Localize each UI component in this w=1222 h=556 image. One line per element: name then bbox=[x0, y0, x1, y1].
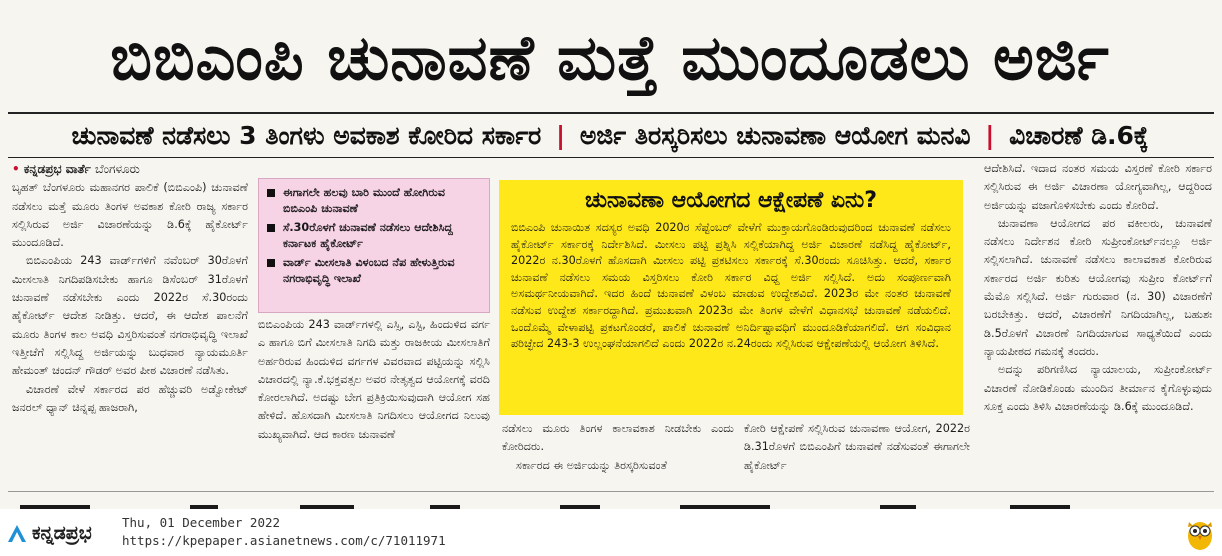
highlight-item bbox=[267, 220, 481, 251]
paragraph: ಬಿಬಿಎಂಪಿಯ 243 ವಾರ್ಡ್‌ಗಳಲ್ಲಿ ಎಸ್ಸಿ, ಎಸ್ಟಿ, ಹಿಂದುಳಿದ ವರ್ಗ ಎ ಹಾಗೂ ಬಿಗೆ ಮೀಸಲಾತಿ ನಿಗದಿ ಮತ್ತು ರಾಜಕೀಯ ಮೀಸಲಾತಿಗೆ ಅರ್ಹರಿರುವ ಹಿಂದುಳಿದ ವರ್ಗಗಳ ವಿವರವಾದ ಪಟ್ಟಿಯನ್ನು ಸಲ್ಲಿಸಿ ವಿಚಾರದಲ್ಲಿ ನ್ಯಾ.ಕೆ.ಭಕ್ತವತ್ಸಲ ಅವರ ನೇತೃತ್ವದ ಆಯೋಗಕ್ಕೆ ವರದಿ ಕೋರಲಾಗಿದೆ. ಅದಷ್ಟು ಬೇಗ ಪ್ರತಿಕ್ರಿಯಿಸುವುದಾಗಿ ಆಯೋಗ ಸಹ ಹೇಳಿದೆ. ಹೊಸದಾಗಿ ಮೀಸಲಾತಿ ನಿಗದಿಸಲು ಆಯೋಗದ ನಿಲುವು ಮುಖ್ಯವಾಗಿದೆ. ಆದ ಕಾರಣ ಚುನಾವಣೆ bbox=[258, 318, 490, 441]
highlight-item bbox=[267, 255, 481, 286]
article-column-1 bbox=[12, 160, 248, 498]
highlights-box bbox=[258, 178, 490, 313]
kannadaprabha-logo[interactable] bbox=[6, 518, 92, 548]
byline-marker: • bbox=[12, 162, 20, 176]
subhead-separator: | bbox=[556, 121, 566, 150]
square-bullet-icon bbox=[267, 189, 275, 197]
owl-icon bbox=[1185, 514, 1215, 552]
article-column-5 bbox=[984, 160, 1212, 482]
paragraph: ಬಿಬಿಎಂಪಿಯ 243 ವಾರ್ಡ್‌ಗಳಿಗೆ ನವೆಂಬರ್ 30ರೊಳಗೆ ಮೀಸಲಾತಿ ನಿಗದಿಪಡಿಸಬೇಕು ಹಾಗೂ ಡಿಸೆಂಬರ್ 31ರೊಳಗೆ ಚುನಾವಣೆ ನಡೆಸಬೇಕು ಎಂದು 2022ರ ಸೆ.30ರಂದು ಹೈಕೋರ್ಟ್ ಆದೇಶ ನೀಡಿತ್ತು. ಆದರೆ, ಈ ಆದೇಶ ಪಾಲನೆಗೆ ಮೂರು ತಿಂಗಳ ಕಾಲ ಅವಧಿ ವಿಸ್ತರಿಸುವಂತೆ ನಗರಾಭಿವೃದ್ಧಿ ಇಲಾಖೆ ಇತ್ತೀಚೆಗೆ ಸಲ್ಲಿಸಿದ್ದ ಅರ್ಜಿಯನ್ನು ಬುಧವಾರ ನ್ಯಾಯಮೂರ್ತಿ ಹೇಮಂತ್ ಚಂದನ್ ಗೌಡರ್ ಅವರ ಪೀಠ ವಿಚಾರಣೆ ನಡೆಸಿತು. bbox=[12, 254, 248, 378]
paragraph: ಸರ್ಕಾರದ ಈ ಅರ್ಜಿಯನ್ನು ತಿರಸ್ಕರಿಸುವಂತೆ bbox=[516, 458, 667, 472]
bottom-rule bbox=[8, 491, 1214, 492]
commission-objection-box bbox=[499, 180, 963, 415]
highlight-text: ಸೆ.30ರೊಳಗೆ ಚುನಾವಣೆ ನಡೆಸಲು ಆದೇಶಿಸಿದ್ದ ಕರ್ನಾಟಕ ಹೈಕೋರ್ಟ್ bbox=[283, 221, 453, 250]
subhead-part-1: ಚುನಾವಣೆ ನಡೆಸಲು 3 ತಿಂಗಳು ಅವಕಾಶ ಕೋರಿದ ಸರ್ಕಾರ bbox=[71, 121, 542, 150]
subhead-separator: | bbox=[985, 121, 995, 150]
box-title: ಚುನಾವಣಾ ಆಯೋಗದ ಆಕ್ಷೇಪಣೆ ಏನು? bbox=[584, 188, 878, 213]
paragraph: ಆದೇಶಿಸಿದೆ. ಇದಾದ ನಂತರ ಸಮಯ ವಿಸ್ತರಣೆ ಕೋರಿ ಸರ್ಕಾರ ಸಲ್ಲಿಸಿರುವ ಈ ಅರ್ಜಿ ವಿಚಾರಣಾ ಯೋಗ್ಯವಾಗಿಲ್ಲ, ಆದ್ದರಿಂದ ಅರ್ಜಿಯನ್ನು ವಜಾಗೊಳಿಸಬೇಕು ಎಂದು ಕೋರಿದೆ. bbox=[984, 162, 1212, 212]
article-column-4 bbox=[744, 420, 970, 484]
paragraph: ಚುನಾವಣಾ ಆಯೋಗದ ಪರ ವಕೀಲರು, ಚುನಾವಣೆ ನಡೆಸಲು ನಿರ್ದೇಶನ ಕೋರಿ ಸುಪ್ರೀಂಕೋರ್ಟ್‌ನಲ್ಲೂ ಅರ್ಜಿ ಸಲ್ಲಿಸಲಾಗಿದೆ. ಚುನಾವಣೆ ನಡೆಸಲು ಕಾಲಾವಕಾಶ ಕೋರಿರುವ ಸರ್ಕಾರದ ಅರ್ಜಿ ಕುರಿತು ಆಯೋಗವು ಸುಪ್ರೀಂ ಕೋರ್ಟ್‌ಗೆ ಮೆಮೊ ಸಲ್ಲಿಸಿದೆ. ಅರ್ಜಿ ಗುರುವಾರ (ನ. 30) ವಿಚಾರಣೆಗೆ ಬರಬೇಕಿತ್ತು. ಆದರೆ, ವಿಚಾರಣೆಗೆ ನಿಗದಿಯಾಗಿಲ್ಲ, ಬಹುಶಃ ಡಿ.5ರೊಳಗೆ ವಿಚಾರಣೆ ನಿಗದಿಯಾಗುವ ಸಾಧ್ಯತೆಯಿದೆ ಎಂದು ನ್ಯಾಯಪೀಠದ ಗಮನಕ್ಕೆ ತಂದರು. bbox=[984, 216, 1212, 358]
headline: ಬಿಬಿಎಂಪಿ ಚುನಾವಣೆ ಮತ್ತೆ ಮುಂದೂಡಲು ಅರ್ಜಿ bbox=[110, 21, 1110, 94]
paragraph: ಬೃಹತ್ ಬೆಂಗಳೂರು ಮಹಾನಗರ ಪಾಲಿಕೆ (ಬಿಬಿಎಂಪಿ) ಚುನಾವಣೆ ನಡೆಸಲು ಮತ್ತೆ ಮೂರು ತಿಂಗಳ ಅವಕಾಶ ಕೋರಿ ರಾಜ್ಯ ಸರ್ಕಾರ ಸಲ್ಲಿಸಿರುವ ಅರ್ಜಿ ವಿಚಾರಣೆಯನ್ನು ಡಿ.6ಕ್ಕೆ ಹೈಕೋರ್ಟ್ ಮುಂದೂಡಿದೆ. bbox=[12, 181, 248, 250]
paragraph: ವಿಚಾರಣೆ ವೇಳೆ ಸರ್ಕಾರದ ಪರ ಹೆಚ್ಚುವರಿ ಅಡ್ವೋಕೇಟ್ ಜನರಲ್ ಧ್ಯಾನ್ ಚಿನ್ನಪ್ಪ ಹಾಜರಾಗಿ, bbox=[12, 382, 248, 414]
paragraph: ಕೋರಿ ಆಕ್ಷೇಪಣೆ ಸಲ್ಲಿಸಿರುವ ಚುನಾವಣಾ ಆಯೋಗ, 2022ರ ಡಿ.31ರೊಳಗೆ ಬಿಬಿಎಂಪಿಗೆ ಚುನಾವಣೆ ನಡೆಸುವಂತೆ ಈಗಾಗಲೇ ಹೈಕೋರ್ಟ್ bbox=[744, 422, 970, 472]
paragraph: ನಡೆಸಲು ಮೂರು ತಿಂಗಳ ಕಾಲಾವಕಾಶ ನೀಡಬೇಕು ಎಂದು ಕೋರಿದರು. bbox=[502, 422, 734, 454]
headline-rule bbox=[8, 112, 1214, 114]
square-bullet-icon bbox=[267, 259, 275, 267]
byline-city: ಬೆಂಗಳೂರು bbox=[94, 162, 140, 176]
footer-meta bbox=[122, 514, 446, 550]
highlights-list bbox=[267, 185, 481, 286]
subheadline bbox=[10, 117, 1210, 155]
subhead-part-3: ವಿಚಾರಣೆ ಡಿ.6ಕ್ಕೆ bbox=[1009, 121, 1149, 150]
highlight-item bbox=[267, 185, 481, 216]
article-column-2 bbox=[258, 316, 490, 476]
subhead-rule bbox=[8, 157, 1214, 158]
byline-source: ಕನ್ನಡಪ್ರಭ ವಾರ್ತೆ bbox=[23, 162, 91, 176]
square-bullet-icon bbox=[267, 224, 275, 232]
publication-date: Thu, 01 December 2022 bbox=[122, 515, 281, 530]
highlight-text: ವಾರ್ಡ್ ಮೀಸಲಾತಿ ವಿಳಂಬದ ನೆಪ ಹೇಳುತ್ತಿರುವ ನಗರಾಭಿವೃದ್ಧಿ ಇಲಾಖೆ bbox=[283, 256, 455, 285]
paragraph: ಅದನ್ನು ಪರಿಗಣಿಸಿದ ನ್ಯಾಯಾಲಯ, ಸುಪ್ರೀಂಕೋರ್ಟ್ ವಿಚಾರಣೆ ನೋಡಿಕೊಂಡು ಮುಂದಿನ ತೀರ್ಮಾನ ಕೈಗೊಳ್ಳುವುದು ಸೂಕ್ತ ಎಂದು ತಿಳಿಸಿ ವಿಚಾರಣೆಯನ್ನು ಡಿ.6ಕ್ಕೆ ಮುಂದೂಡಿದೆ. bbox=[984, 363, 1212, 413]
source-url[interactable]: https://kpepaper.asianetnews.com/c/71011971 bbox=[122, 533, 446, 548]
byline bbox=[12, 160, 248, 178]
logo-text: ಕನ್ನಡಪ್ರಭ bbox=[32, 522, 92, 544]
box-text: ಬಿಬಿಎಂಪಿ ಚುನಾಯಿತ ಸದಸ್ಯರ ಅವಧಿ 2020ರ ಸೆಪ್ಟೆಂಬರ್ ವೇಳೆಗೆ ಮುಕ್ತಾಯಗೊಂಡಿರುವುದರಿಂದ ಚುನಾವಣೆ ನಡೆಸಲು ಹೈಕೋರ್ಟ್ ಸರ್ಕಾರಕ್ಕೆ ನಿರ್ದೇಶಿಸಿದೆ. ಮೀಸಲು ಪಟ್ಟಿ ಪ್ರಶ್ನಿಸಿ ಸಲ್ಲಿಕೆಯಾಗಿದ್ದ ಅರ್ಜಿ ವಿಚಾರಣೆ ನಡೆಸಿದ್ದ ಹೈಕೋರ್ಟ್, 2022ರ ನ.30ರೊಳಗೆ ಹೊಸದಾಗಿ ಮೀಸಲು ಪಟ್ಟಿ ಪ್ರಕಟಿಸಲು ಸರ್ಕಾರಕ್ಕೆ ಸೆ.30ರಂದು ಸೂಚಿಸಿತ್ತು. ಆದರೆ, ಸರ್ಕಾರ ಚುನಾವಣೆ ನಡೆಸಲು ಸಮಯ ವಿಸ್ತರಿಸಲು ಕೋರಿ ಸರ್ಕಾರ ವಿಧ್ದ ಅರ್ಜಿ ಸಲ್ಲಿಸಿದೆ. ಅದು ಸಂಪೂರ್ಣವಾಗಿ ಅಸಮರ್ಥನೀಯವಾಗಿದೆ. ಇದರ ಹಿಂದೆ ಚುನಾವಣೆ ವಿಳಂಬ ಮಾಡುವ ಉದ್ದೇಶವಿದೆ. 2023ರ ಮೇ ನಂತರ ಚುನಾವಣೆ ನಡೆಸುವ ಉದ್ದೇಶ ಸರ್ಕಾರದ್ದಾಗಿದೆ. ಪ್ರಮುಖವಾಗಿ 2023ರ ಮೇ ತಿಂಗಳ ವೇಳೆಗೆ ವಿಧಾನಸಭೆ ಚುನಾವಣೆ ನಡೆಯಲಿದೆ. ಒಂದೊಮ್ಮೆ ವೇಳಾಪಟ್ಟಿ ಪ್ರಕಟಗೊಂಡರೆ, ಪಾಲಿಕೆ ಚುನಾವಣೆ ಅನಿರ್ದಿಷ್ಟಾವಧಿಗೆ ಮುಂದೂಡಿಕೆಯಾಗಲಿದೆ. ಆಗ ಸಂವಿಧಾನ ಪರಿಚ್ಛೇದ 243-3 ಉಲ್ಲಂಘನೆಯಾಗಲಿದೆ ಎಂದು 2022ರ ನ.24ರಂದು ಸಲ್ಲಿಸಿರುವ ಆಕ್ಷೇಪಣೆಯಲ್ಲಿ ಆಯೋಗ ತಿಳಿಸಿದೆ. bbox=[511, 221, 951, 351]
highlight-text: ಈಗಾಗಲೇ ಹಲವು ಬಾರಿ ಮುಂದೆ ಹೋಗಿರುವ ಬಿಬಿಎಂಪಿ ಚುನಾವಣೆ bbox=[283, 186, 446, 215]
kannadaprabha-logo-icon bbox=[6, 522, 28, 544]
subhead-part-2: ಅರ್ಜಿ ತಿರಸ್ಕರಿಸಲು ಚುನಾವಣಾ ಆಯೋಗ ಮನವಿ bbox=[579, 121, 971, 150]
article-column-3 bbox=[502, 420, 734, 484]
